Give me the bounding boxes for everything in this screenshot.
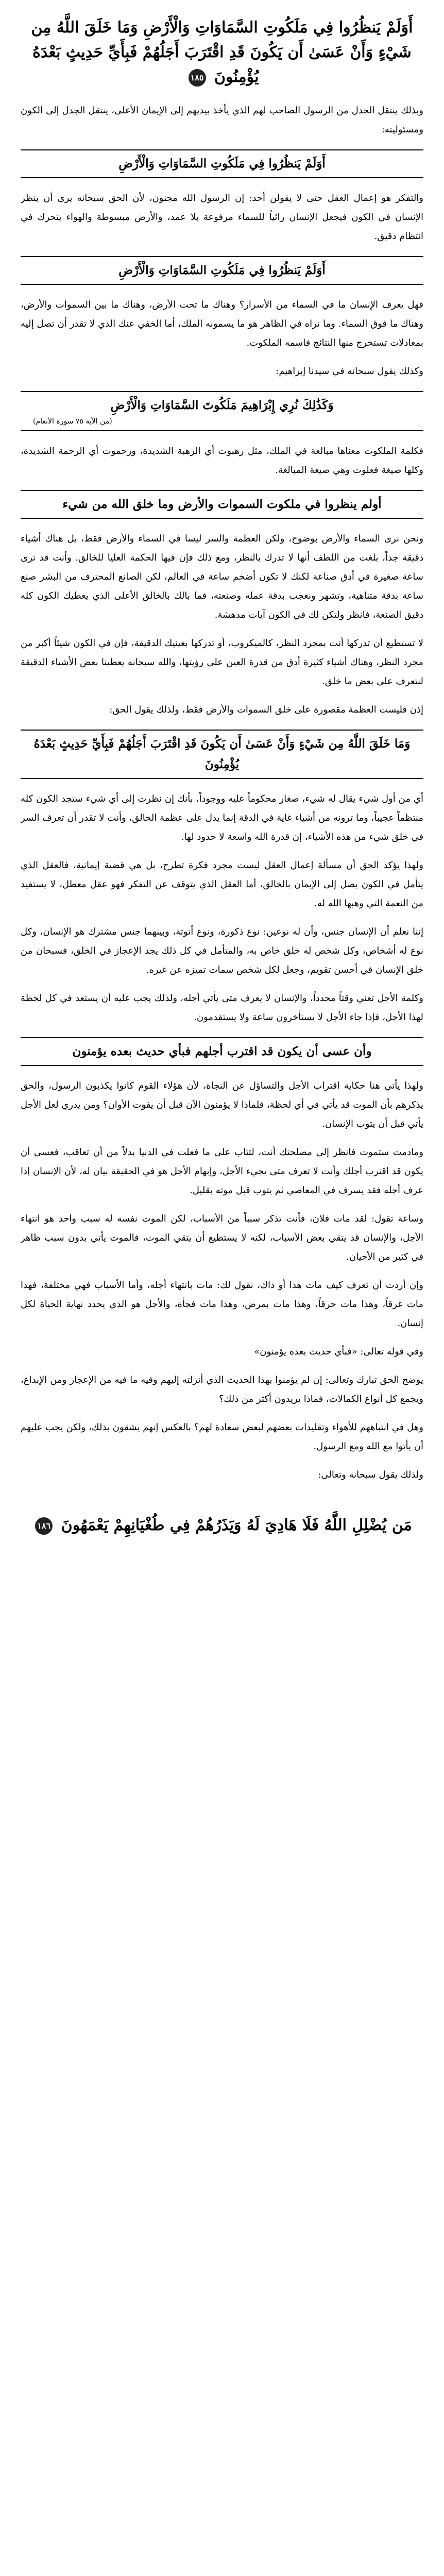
paragraph: لا تستطيع أن تدركها أنت بمجرد النظر، كالميكروب، أو تدركها بعينيك الدقيقة، فإن في الكون شيئاً أكبر من مجرد النظر، وهناك أشياء كثيرة أدق من قدرة العين على رؤيتها، والله سبحانه يعطينا بعض الأشياء الدقيقة لنتعرف على بعض ما خلق.: [21, 638, 423, 687]
quoted-verse-text: أولم ينظروا في ملكوت السموات والأرض وما خلق الله من شيء: [62, 497, 382, 511]
paragraph: أي من أول شيء يقال له شيء، صغار محكوماً عليه ووجوداً، بأنك إن نظرت إلى أي شيء ستجد الكون كله منتظماً عجيباً، وما ترونه من أشياء غاية في الدقة إنما يدل على عظمة الخالق، وأنت لا تقدر أن تعرف السر في خلق شيء من هذه الأشياء، إن قدرة الله واسعة لا حدود لها.: [21, 793, 423, 842]
paragraph: إذن فليست العظمة مقصورة على خلق السموات والأرض فقط، ولذلك يقول الحق:: [109, 704, 423, 715]
paragraph: إننا نعلم أن الإنسان جنس، وأن له نوعين: نوع ذكورة، ونوع أنوثة، وبينهما جنس مشترك هو الإنسان، وكل نوع له أشخاص، وكل شخص له خلق خاص به، والمتأمل في كل ذلك يجد الإعجاز في الخلق، فسبحان من خلق الإنسان في أحسن تقويم، وجعل لكل شخص سمات تميزه عن غيره.: [21, 926, 423, 975]
quoted-verse: [21, 256, 423, 285]
verse-reference: (من الآية ٧٥ سورة الأنعام): [33, 417, 112, 426]
paragraph: وإن أردت أن تعرف كيف مات هذا أو ذاك، نقول لك: مات بانتهاء أجله، وأما الأسباب فهي مختلفة، فهذا مات غرقاً، وهذا مات حرقاً، وهذا مات بمرض، وهذا مات فجأة، والأجل هو الذي يحدد نهاية الحياة لكل إنسان.: [21, 1280, 423, 1329]
paragraph: ونحن نرى السماء والأرض بوضوح، ولكن العظمة والسر ليسا في السماء والأرض فقط، بل هناك أشياء دقيقة جداً، بلغت من اللطف أنها لا تدرك بالنظر، ومع ذلك فإن فيها الحكمة العليا للخالق. وأنت قد ترى ساعة صغيرة في أدق صناعة لكنك لا تكون أضخم ساعة في العالم، لكن الصانع المحترف من البشر صنع ساعة بدقة متناهية، وتشهر ونعجب بدقة عمله وصنعته، فما بالك بالخالق الأعلى الذي يعطيك الكون كله دقيق الصنعة، فانظر ولتكن لك في الكون آيات مدهشة.: [21, 533, 423, 620]
quoted-verse-text: وَكَذَٰلِكَ نُرِي إِبْرَاهِيمَ مَلَكُوتَ السَّمَاوَاتِ وَالْأَرْضِ: [110, 398, 334, 412]
paragraph: ومادمت ستموت فانظر إلى مصلحتك أنت، لتتاب على ما فعلت في الدنيا بدلاً من أن تعاقب، فعسى أن يكون قد اقترب أجلك وأنت لا تعرف متى يجيء الأجل، وإبهام الأجل هو في الحقيقة بيان له، لأن الإنسان إذا عرف أجله فقد يسرف في المعاصي ثم يتوب قبل موته بقليل.: [21, 1147, 423, 1196]
quoted-verse-text: أَوَلَمْ يَنظُرُوا فِي مَلَكُوتِ السَّمَاوَاتِ وَالْأَرْضِ: [118, 157, 326, 171]
paragraph: وفي قوله تعالى: «فبأي حديث بعده يؤمنون»: [254, 1346, 423, 1357]
paragraph: يوضح الحق تبارك وتعالى: إن لم يؤمنوا بهذا الحديث الذي أنزلته إليهم وفيه ما فيه من الإعجاز ومن الإبداع، ويجمع كل أنواع الكمالات، فماذا يريدون أكثر من ذلك؟: [21, 1375, 423, 1404]
quoted-verse-text: وأن عسى أن يكون قد اقترب أجلهم فبأي حديث بعده يؤمنون: [72, 1044, 372, 1058]
ayah-number-badge: ١٨٥: [189, 69, 206, 87]
paragraph: وكلمة الأجل تعني وقتاً محدداً، والإنسان لا يعرف متى يأتي أجله، ولذلك يجب عليه أن يستعد في كل لحظة لهذا الأجل، فإذا جاء الأجل لا يستأخرون ساعة ولا يستقدمون.: [21, 993, 423, 1023]
ayah-number-badge: ١٨٦: [35, 1517, 53, 1535]
quoted-verse: [21, 149, 423, 178]
quoted-verse: [21, 1037, 423, 1066]
paragraph: وكذلك يقول سبحانه في سيدنا إبراهيم:: [276, 366, 423, 377]
paragraph: وبذلك ينتقل الجدل من الرسول الصاحب لهم الذي يأخذ بيديهم إلى الإيمان الأعلى، ينتقل الجدل إلى الكون ومسئوليته:: [21, 105, 423, 135]
quoted-verse: [21, 490, 423, 519]
paragraph: والتفكر هو إعمال العقل حتى لا يقولن أحد: إن الرسول الله مجنون، لأن الحق سبحانه يرى أن ينظر الإنسان في الكون فيجعل الإنسان رائياً للسماء مرفوعة بلا عمد، والأرض مبسوطة والهواء يتحرك في انتظام دقيق.: [21, 193, 423, 242]
quoted-verse: [21, 391, 423, 431]
tafsir-page: [21, 10, 423, 2576]
footer-verse: [21, 1510, 423, 1541]
header-verse-text: أَوَلَمْ يَنظُرُوا فِي مَلَكُوتِ السَّمَاوَاتِ وَالْأَرْضِ وَمَا خَلَقَ اللَّهُ مِن شَيْءٍ وَأَنْ عَسَىٰ أَن يَكُونَ قَدِ اقْتَرَبَ أَجَلُهُمْ فَبِأَيِّ حَدِيثٍ بَعْدَهُ يُؤْمِنُونَ: [31, 19, 413, 86]
paragraph: فهل يعرف الإنسان ما في السماء من الأسرار؟ وهناك ما تحت الأرض، وهناك ما بين السموات والأرض، وهناك ما فوق السماء. وما نراه في الظاهر هو ما يسمونه الملك، أما الخفي عنك الذي لا تقدر أن تصل إليه بمعادلات تستخرج منها النتائج فاسمه الملكوت.: [21, 299, 423, 348]
paragraph: ولذلك يقول سبحانه وتعالى:: [318, 1469, 423, 1480]
paragraph: وساعة تقول: لقد مات فلان، فأنت تذكر سبباً من الأسباب، لكن الموت نفسه له سبب واحد هو انتهاء الأجل، والإنسان قد يتقي بعض الأسباب، لكنه لا يستطيع أن يتقي الموت، فالموت يأتي بدون سبب ظاهر في كثير من الأحيان.: [21, 1213, 423, 1262]
footer-verse-text: مَن يُضْلِلِ اللَّهُ فَلَا هَادِيَ لَهُ وَيَذَرُهُمْ فِي طُغْيَانِهِمْ يَعْمَهُونَ: [61, 1516, 412, 1534]
quoted-verse-text: وَمَا خَلَقَ اللَّهُ مِن شَيْءٍ وَأَنْ عَسَىٰ أَن يَكُونَ قَدِ اقْتَرَبَ أَجَلُهُمْ فَبِأَيِّ حَدِيثٍ بَعْدَهُ يُؤْمِنُونَ: [33, 737, 411, 771]
quoted-verse: [21, 730, 423, 779]
paragraph: ولهذا يأتي هنا حكاية اقتراب الأجل والتساؤل عن النجاة، لأن هؤلاء القوم كانوا يكذبون الرسول، والحق يذكرهم بأن الموت قد يأتي في أي لحظة، فلماذا لا يؤمنون الآن قبل أن يفوت الأوان؟ ومن يدري لعل الأجل يأتي قبل أن يتوب الإنسان.: [21, 1080, 423, 1129]
quoted-verse-text: أَوَلَمْ يَنظُرُوا فِي مَلَكُوتِ السَّمَاوَاتِ وَالْأَرْضِ: [118, 263, 326, 277]
paragraph: فكلمة الملكوت معناها مبالغة في الملك، مثل رهبوت أي الرهبة الشديدة، ورحموت أي الرحمة الشديدة، وكلها صيغة فعلوت وهي صيغة المبالغة.: [21, 446, 423, 476]
paragraph: ولهذا يؤكد الحق أن مسألة إعمال العقل ليست مجرد فكرة تطرح، بل هي قضية إيمانية، فالعقل الذي يتأمل في الكون يصل إلى الإيمان بالخالق، أما العقل الذي يتوقف عن التفكر فهو عقل معطل، لا يستفيد من النعمة التي وهبها الله له.: [21, 860, 423, 909]
paragraph: وهل في انتباههم للأهواء وتقليدات بعضهم لبعض سعادة لهم؟ بالعكس إنهم يشقون بذلك، ولكن يجب عليهم أن يأتوا مع الله ومع الرسول.: [21, 1422, 423, 1452]
header-verse: [21, 12, 423, 93]
